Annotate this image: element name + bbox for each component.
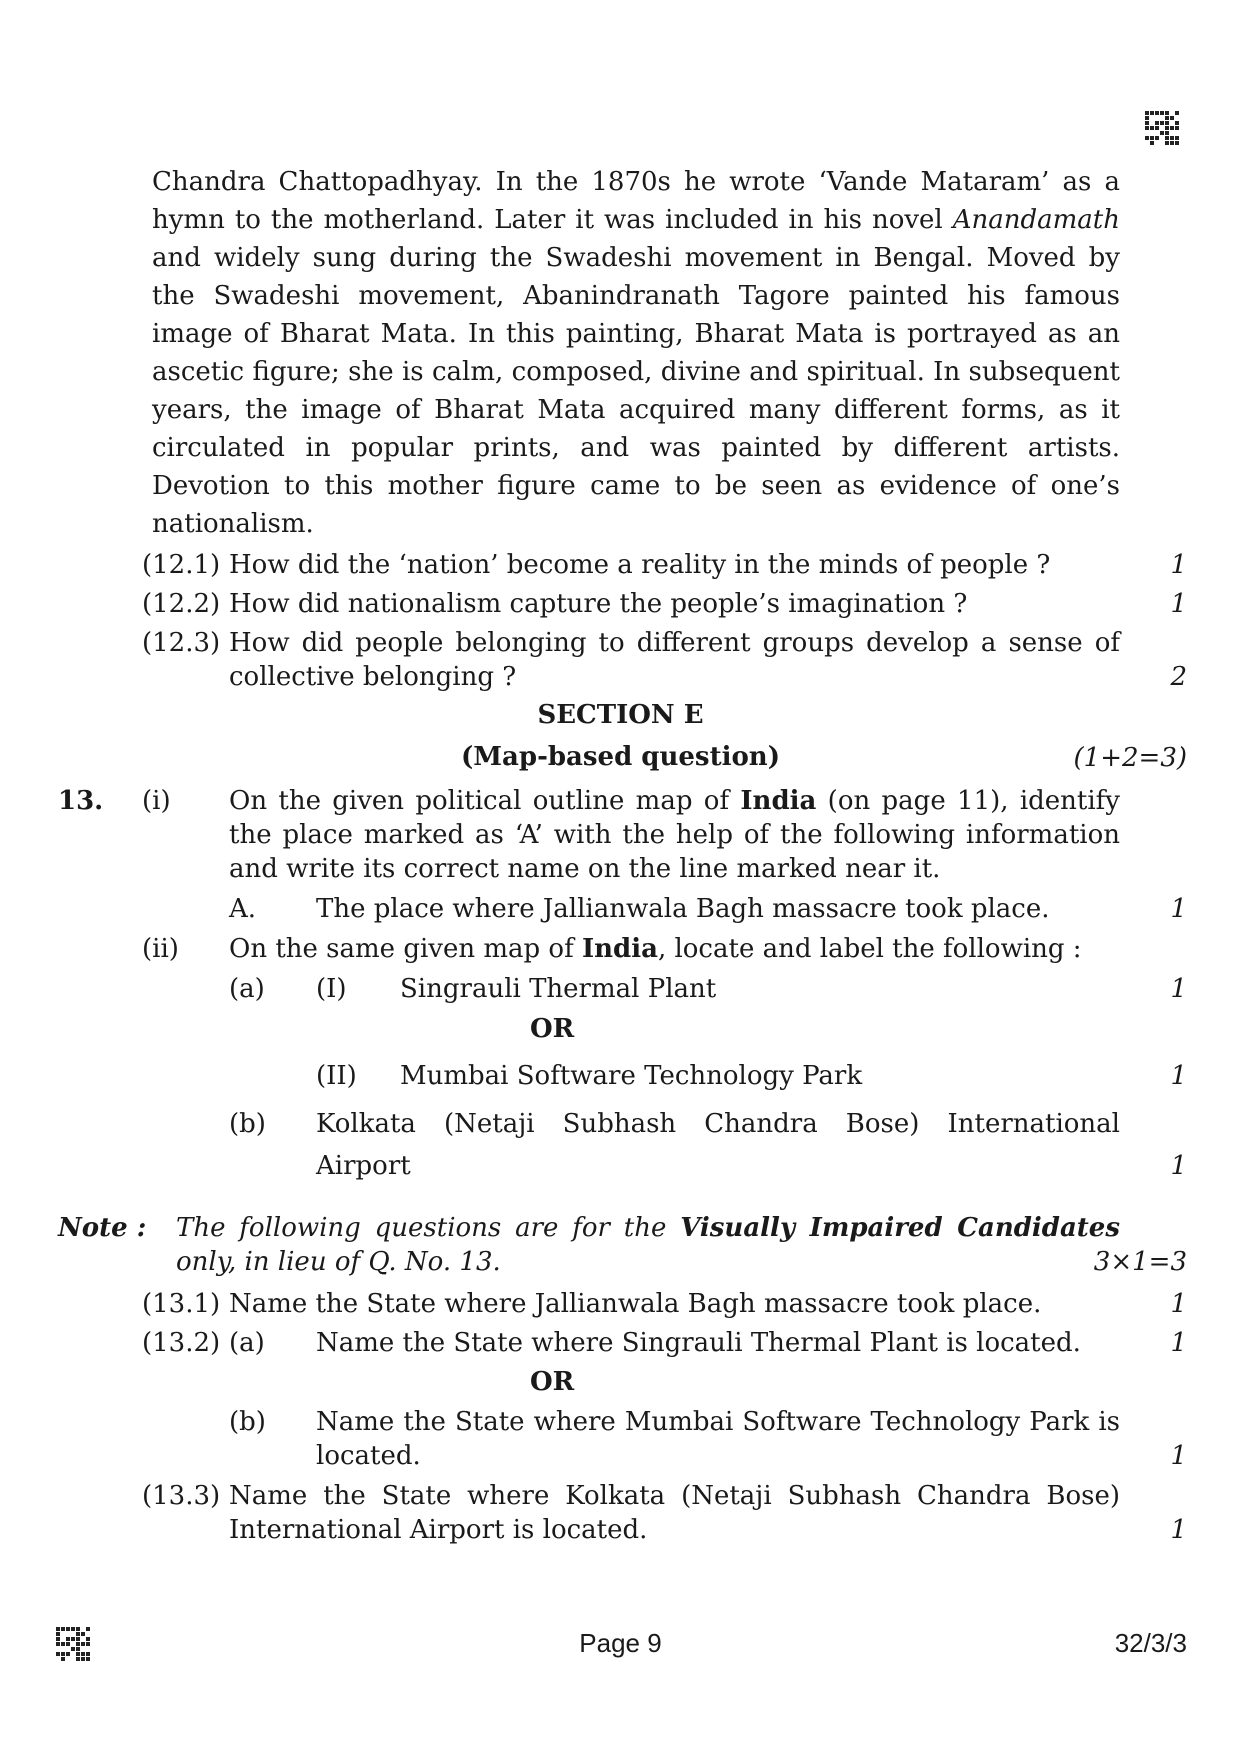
q12-1-text: How did the ‘nation’ become a reality in the minds of people ? [229, 550, 1051, 580]
q12-3-text-cont: collective belonging ? [229, 662, 517, 692]
q12-3-marks: 2 [1170, 662, 1187, 692]
vi-q3-marks: 1 [1170, 1515, 1187, 1545]
section-title: SECTION E [537, 700, 704, 730]
page-number: Page 9 [579, 1628, 662, 1658]
passage-line: years, the image of Bharat Mata acquired many different forms, as it [152, 395, 1120, 425]
passage-line: and widely sung during the Swadeshi movement in Bengal. Moved by [152, 243, 1120, 273]
q13-b-text: Kolkata (Netaji Subhash Chandra Bose) International [316, 1109, 1120, 1139]
q13-i-line: and write its correct name on the line marked near it. [229, 854, 941, 884]
vi-q3-text: Name the State where Kolkata (Netaji Subhash Chandra Bose) [229, 1481, 1120, 1511]
vi-q2a-marks: 1 [1170, 1328, 1187, 1358]
vi-q2-number: (13.2) [142, 1328, 221, 1358]
q12-1-number: (12.1) [142, 550, 221, 580]
vi-q1-number: (13.1) [142, 1289, 221, 1319]
passage-line: nationalism. [152, 509, 314, 539]
q13-i-line: On the given political outline map of India (on page 11), identify [229, 786, 1120, 816]
qr-code-top-right [1145, 111, 1179, 145]
q12-2-marks: 1 [1170, 589, 1187, 619]
q13-number: 13. [58, 786, 104, 816]
or-divider: OR [530, 1367, 575, 1397]
vi-q2b-text-cont: located. [316, 1441, 421, 1471]
passage-line: hymn to the motherland. Later it was included in his novel Anandamath [152, 205, 1120, 235]
q12-2-number: (12.2) [142, 589, 221, 619]
q13-I-text: Singrauli Thermal Plant [400, 974, 717, 1004]
q13-ii-label: (ii) [142, 934, 179, 964]
passage-line: Devotion to this mother figure came to be seen as evidence of one’s [152, 471, 1120, 501]
q13-II-marks: 1 [1170, 1061, 1187, 1091]
q13-I-label: (I) [316, 974, 347, 1004]
q13-b-label: (b) [229, 1109, 266, 1139]
vi-q2b-text: Name the State where Mumbai Software Technology Park is [316, 1407, 1120, 1437]
q13-b-text-cont: Airport [316, 1151, 411, 1181]
passage [152, 163, 1120, 543]
q13-A-text: The place where Jallianwala Bagh massacre took place. [316, 894, 1050, 924]
q13-i-label: (i) [142, 786, 171, 816]
note-marks: 3×1=3 [1093, 1247, 1187, 1277]
q12-3-number: (12.3) [142, 628, 221, 658]
section-marks: (1+2=3) [1073, 743, 1187, 773]
passage-line: image of Bharat Mata. In this painting, Bharat Mata is portrayed as an [152, 319, 1120, 349]
q13-ii-text: On the same given map of India, locate and label the following : [229, 934, 1082, 964]
or-divider: OR [530, 1014, 575, 1044]
note-line: only, in lieu of Q. No. 13. [176, 1247, 501, 1277]
section-subtitle: (Map-based question) [460, 742, 781, 772]
vi-q2a-text: Name the State where Singrauli Thermal Plant is located. [316, 1328, 1081, 1358]
q13-a-label: (a) [229, 974, 265, 1004]
q13-A-marks: 1 [1170, 894, 1187, 924]
note-line: The following questions are for the Visually Impaired Candidates [176, 1213, 1120, 1243]
q13-b-marks: 1 [1170, 1151, 1187, 1181]
q13-II-text: Mumbai Software Technology Park [400, 1061, 863, 1091]
vi-q2a-label: (a) [229, 1328, 265, 1358]
q13-i-line: the place marked as ‘A’ with the help of the following information [229, 820, 1120, 850]
q13-A-label: A. [229, 894, 257, 924]
paper-code: 32/3/3 [1114, 1628, 1187, 1658]
passage-line: Chandra Chattopadhyay. In the 1870s he wrote ‘Vande Mataram’ as a [152, 167, 1120, 197]
passage-line: the Swadeshi movement, Abanindranath Tagore painted his famous [152, 281, 1120, 311]
q12-2-text: How did nationalism capture the people’s imagination ? [229, 589, 968, 619]
vi-q1-text: Name the State where Jallianwala Bagh massacre took place. [229, 1289, 1042, 1319]
note-label: Note : [58, 1213, 147, 1243]
vi-q3-number: (13.3) [142, 1481, 221, 1511]
q12-1-marks: 1 [1170, 550, 1187, 580]
vi-q1-marks: 1 [1170, 1289, 1187, 1319]
q13-I-marks: 1 [1170, 974, 1187, 1004]
q12-3-text: How did people belonging to different groups develop a sense of [229, 628, 1120, 658]
q13-II-label: (II) [316, 1061, 357, 1091]
vi-q2b-label: (b) [229, 1407, 266, 1437]
vi-q2b-marks: 1 [1170, 1441, 1187, 1471]
passage-line: circulated in popular prints, and was painted by different artists. [152, 433, 1120, 463]
passage-line: ascetic figure; she is calm, composed, divine and spiritual. In subsequent [152, 357, 1120, 387]
vi-q3-text-cont: International Airport is located. [229, 1515, 648, 1545]
